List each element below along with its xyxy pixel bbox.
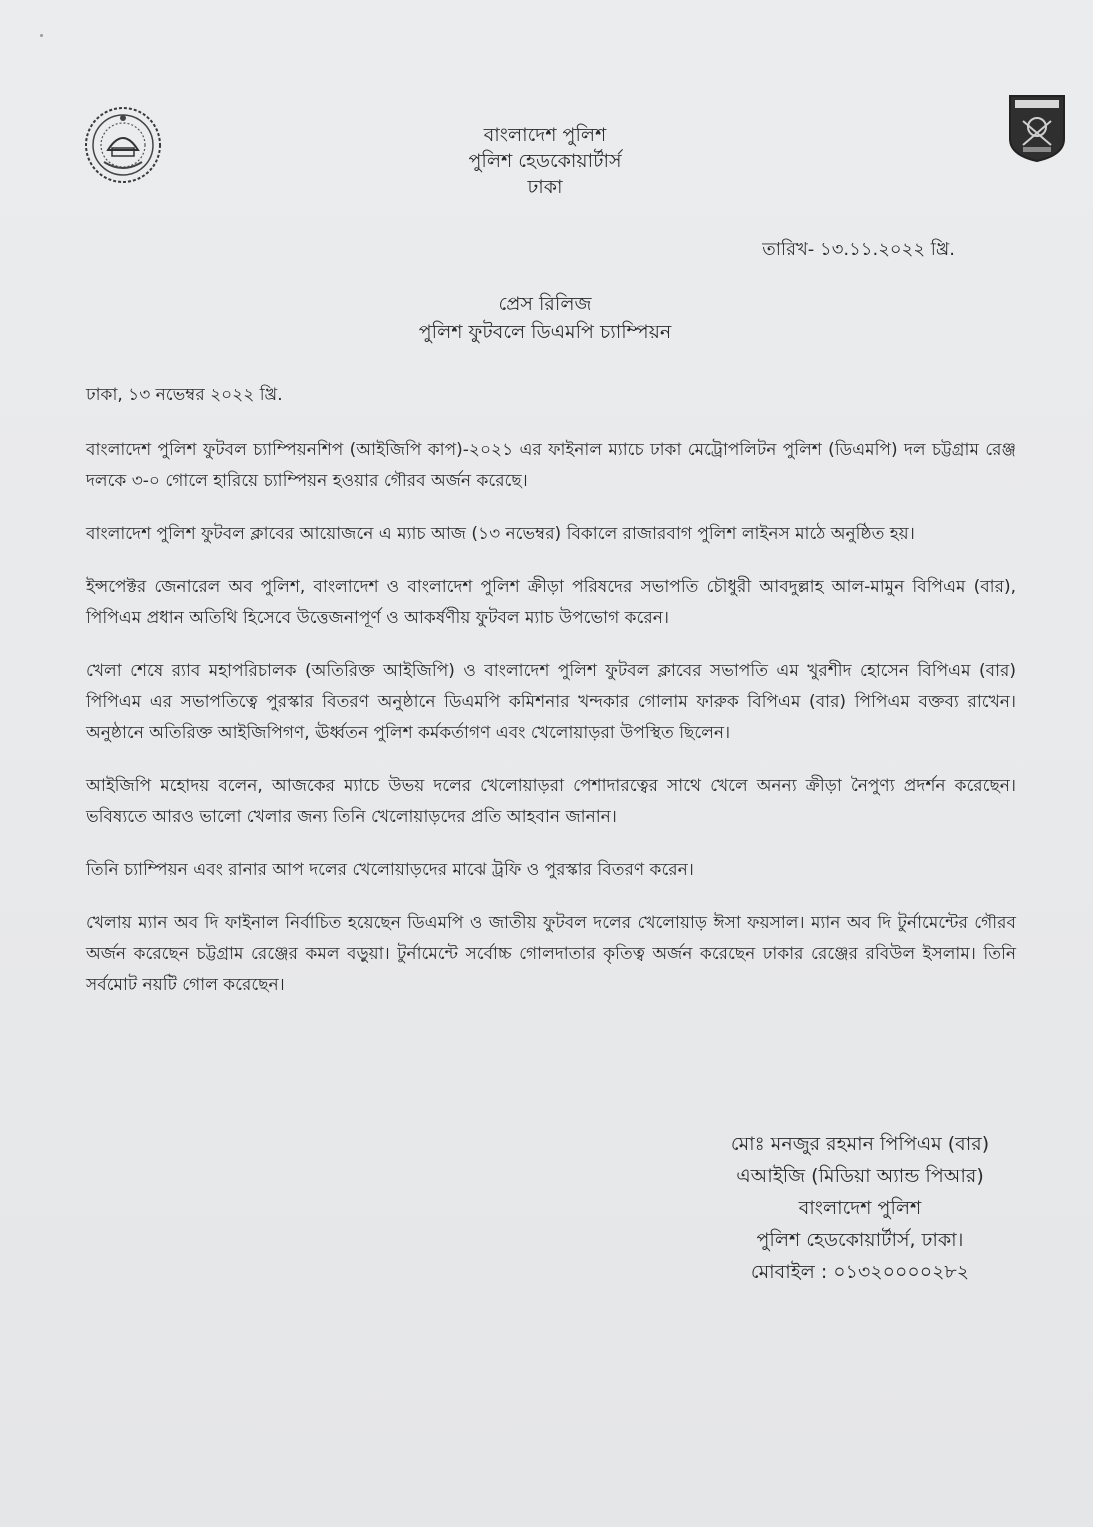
- signatory-mobile: মোবাইল : ০১৩২০০০০২৮২: [750, 1261, 970, 1283]
- paper-speck: [40, 34, 43, 37]
- signatory-org: বাংলাদেশ পুলিশ: [798, 1197, 922, 1219]
- paragraph: আইজিপি মহোদয় বলেন, আজকের ম্যাচে উভয় দলের খেলোয়াড়রা পেশাদারত্বের সাথে খেলে অনন্য ক্রীড়া নৈপুণ্য প্রদর্শন করেছেন। ভবিষ্যতে আরও ভালো খেলার জন্য তিনি খেলোয়াড়দের প্রতি আহবান জানান।: [86, 776, 1016, 827]
- paragraph: বাংলাদেশ পুলিশ ফুটবল চ্যাম্পিয়নশিপ (আইজিপি কাপ)-২০২১ এর ফাইনাল ম্যাচে ঢাকা মেট্রোপলিটন পুলিশ (ডিএমপি) দল চট্টগ্রাম রেঞ্জ দলকে ৩-০ গোলে হারিয়ে চ্যাম্পিয়ন হওয়ার গৌরব অর্জন করেছে।: [86, 440, 1016, 491]
- dateline: ঢাকা, ১৩ নভেম্বর ২০২২ খ্রি.: [86, 385, 283, 405]
- paragraph: খেলা শেষে র‍্যাব মহাপরিচালক (অতিরিক্ত আইজিপি) ও বাংলাদেশ পুলিশ ফুটবল ক্লাবের সভাপতি এম খুরশীদ হোসেন বিপিএম (বার) পিপিএম এর সভাপতিত্বে পুরস্কার বিতরণ অনুষ্ঠানে ডিএমপি কমিশনার খন্দকার গোলাম ফারুক বিপিএম (বার) পিপিএম বক্তব্য রাখেন। অনুষ্ঠানে অতিরিক্ত আইজিপিগণ, ঊর্ধ্বতন পুলিশ কর্মকর্তাগণ এবং খেলোয়াড়রা উপস্থিত ছিলেন।: [86, 661, 1016, 743]
- signatory-designation: এআইজি (মিডিয়া অ্যান্ড পিআর): [736, 1165, 984, 1187]
- paragraph: বাংলাদেশ পুলিশ ফুটবল ক্লাবের আয়োজনে এ ম্যাচ আজ (১৩ নভেম্বর) বিকালে রাজারবাগ পুলিশ লাইনস মাঠে অনুষ্ঠিত হয়।: [86, 524, 915, 544]
- rab-shield-emblem-icon: [1007, 93, 1067, 163]
- document-date: তারিখ- ১৩.১১.২০২২ খ্রি.: [762, 239, 955, 260]
- document-title: প্রেস রিলিজ: [498, 293, 592, 315]
- paragraph: ইন্সপেক্টর জেনারেল অব পুলিশ, বাংলাদেশ ও বাংলাদেশ পুলিশ ক্রীড়া পরিষদের সভাপতি চৌধুরী আবদুল্লাহ আল-মামুন বিপিএম (বার), পিপিএম প্রধান অতিথি হিসেবে উত্তেজনাপূর্ণ ও আকর্ষণীয় ফুটবল ম্যাচ উপভোগ করেন।: [86, 577, 1016, 628]
- header-city: ঢাকা: [527, 176, 563, 198]
- header-office: পুলিশ হেডকোয়ার্টার্স: [468, 150, 622, 172]
- paragraph: খেলায় ম্যান অব দি ফাইনাল নির্বাচিত হয়েছেন ডিএমপি ও জাতীয় ফুটবল দলের খেলোয়াড় ঈসা ফয়সাল। ম্যান অব দি টুর্নামেন্টের গৌরব অর্জন করেছেন চট্টগ্রাম রেঞ্জের কমল বড়ুয়া। টুর্নামেন্টে সর্বোচ্চ গোলদাতার কৃতিত্ব অর্জন করেছেন ঢাকার রেঞ্জের রবিউল ইসলাম। তিনি সর্বমোট নয়টি গোল করেছেন।: [86, 913, 1016, 995]
- paragraph: তিনি চ্যাম্পিয়ন এবং রানার আপ দলের খেলোয়াড়দের মাঝে ট্রফি ও পুরস্কার বিতরণ করেন।: [86, 860, 694, 880]
- office-header: [380, 122, 710, 200]
- header-org: বাংলাদেশ পুলিশ: [483, 124, 607, 146]
- document-subtitle: পুলিশ ফুটবলে ডিএমপি চ্যাম্পিয়ন: [418, 321, 672, 343]
- title-block: [330, 290, 760, 346]
- signature-block: [690, 1128, 1030, 1288]
- signatory-name: মোঃ মনজুর রহমান পিপিএম (বার): [730, 1133, 990, 1155]
- signatory-office: পুলিশ হেডকোয়ার্টার্স, ঢাকা।: [756, 1229, 964, 1251]
- bangladesh-police-emblem-icon: [82, 104, 164, 186]
- document-body: [86, 380, 1016, 1023]
